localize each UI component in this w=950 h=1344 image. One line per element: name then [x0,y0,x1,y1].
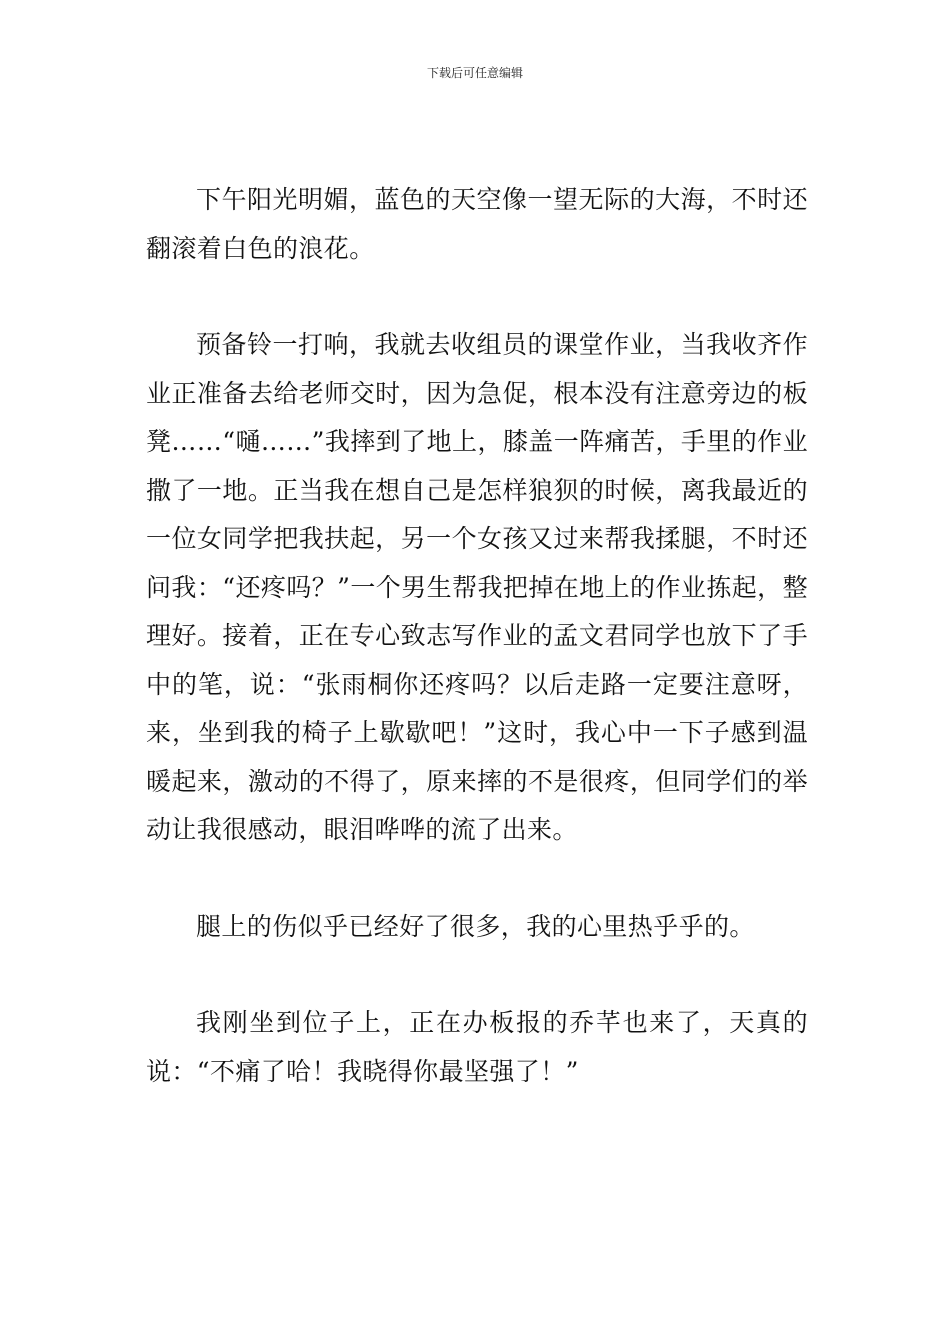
paragraph-1: 下午阳光明媚，蓝色的天空像一望无际的大海，不时还翻滚着白色的浪花。 [146,185,808,263]
paragraph-3: 腿上的伤似乎已经好了很多，我的心里热乎乎的。 [196,911,755,941]
document-body [146,176,808,1096]
paragraph-4: 我刚坐到位子上，正在办板报的乔芊也来了，天真的说：“不痛了哈！我晓得你最坚强了！” [146,1008,808,1086]
page-header: 下载后可任意编辑 [426,66,523,80]
paragraph-2: 预备铃一打响，我就去收组员的课堂作业，当我收齐作业正准备去给老师交时，因为急促，根本没有注意旁边的板凳……“嗵……”我摔到了地上，膝盖一阵痛苦，手里的作业撒了一地。正当我在想自己是怎样狼狈的时候，离我最近的一位女同学把我扶起，另一个女孩又过来帮我揉腿，不时还问我：“还疼吗？”一个男生帮我把掉在地上的作业拣起，整理好。接着，正在专心致志写作业的孟文君同学也放下了手中的笔，说：“张雨桐你还疼吗？以后走路一定要注意呀，来，坐到我的椅子上歇歇吧！”这时，我心中一下子感到温暖起来，激动的不得了，原来摔的不是很疼，但同学们的举动让我很感动，眼泪哗哗的流了出来。 [146,330,808,844]
